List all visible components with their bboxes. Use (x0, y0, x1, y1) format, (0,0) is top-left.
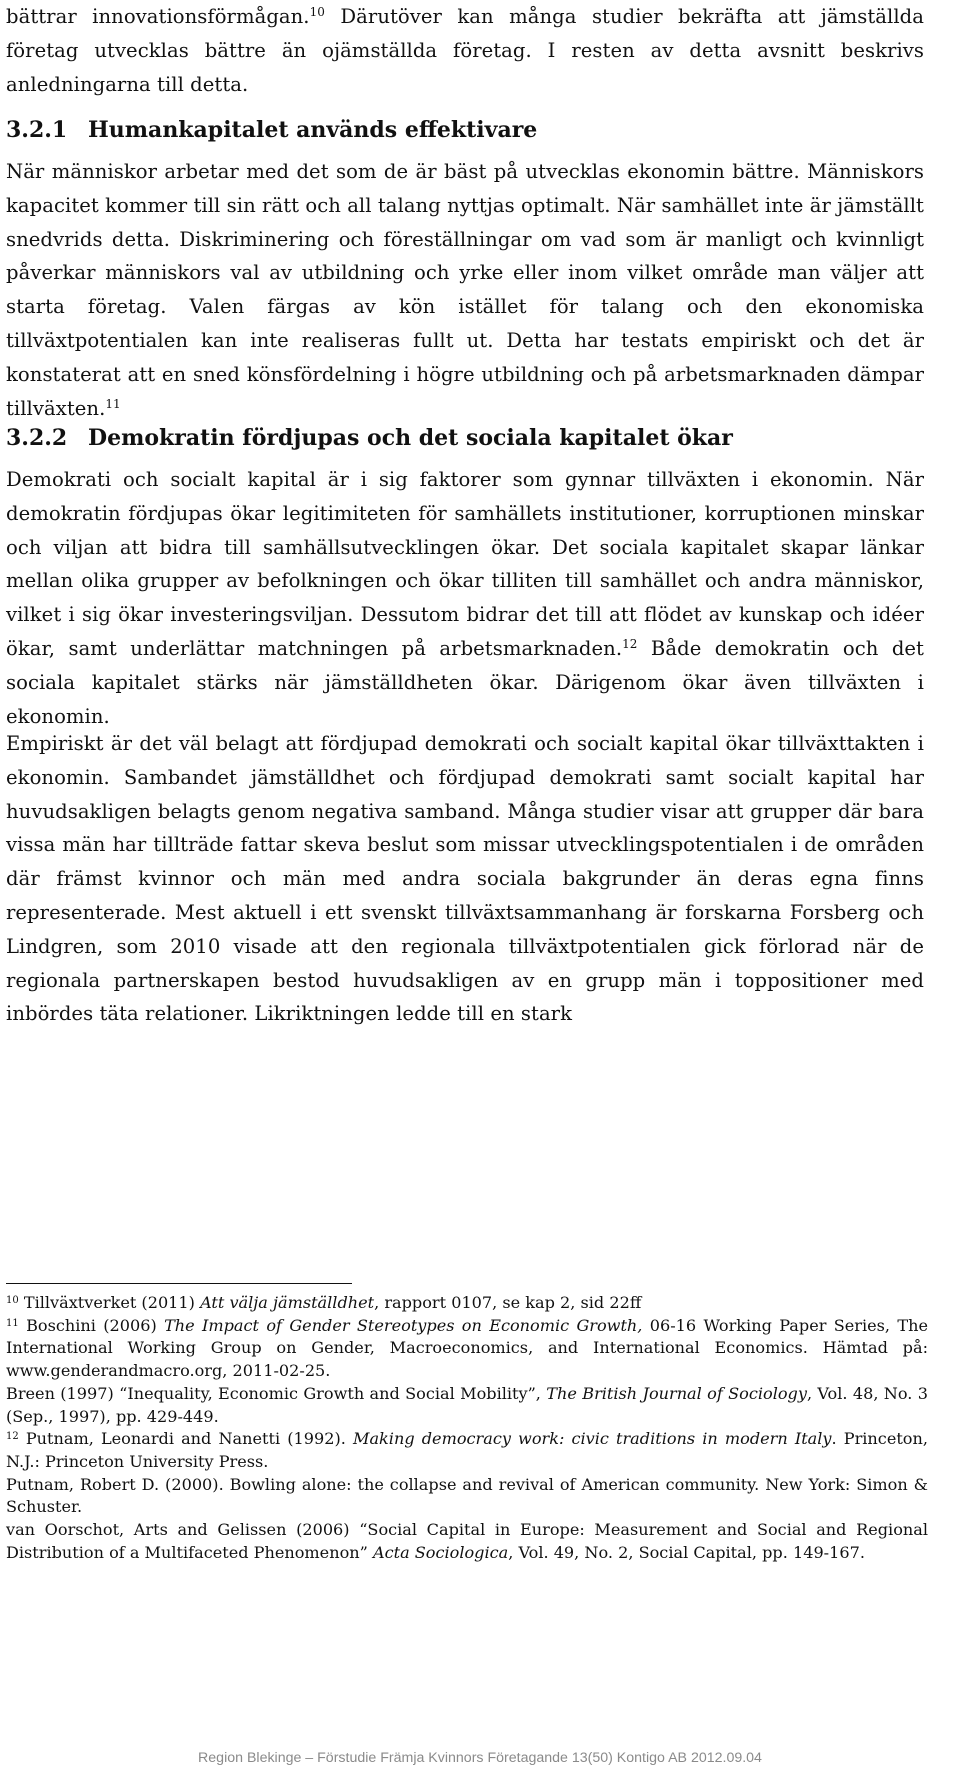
section-number: 3.2.1 (6, 117, 68, 143)
footnote-ref-10[interactable]: 10 (309, 5, 325, 19)
section-3-2-2-paragraph-2: Empiriskt är det väl belagt att fördjupad demokrati och socialt kapital ökar tillväxttakten i ekonomin. Sambandet jämställdhet och fördjupad demokrati samt socialt kapital har huvudsakligen belagts genom negativa samband. Många studier visar att grupper där bara vissa män har tillträde fattar skeva beslut som missar utvecklingspotentialen i de områden där främst kvinnor och män med andra sociala bakgrunder än deras egna finns representerade. Mest aktuell i ett svenskt tillväxtsammanhang är forskarna Forsberg och Lindgren, som 2010 visade att den regionala tillväxtpotentialen gick förlorad när de regionala partnerskapen bestod huvudsakligen av en grupp män i toppositioner med inbördes täta relationer. Likriktningen ledde till en stark (6, 732, 924, 1026)
page-footer: Region Blekinge – Förstudie Främja Kvinnors Företagande 13(50) Kontigo AB 2012.09.04 (198, 1750, 762, 1766)
footnote-ref-12[interactable]: 12 (622, 636, 638, 651)
section-3-2-1-paragraph: När människor arbetar med det som de är bäst på utvecklas ekonomin bättre. Människors kapacitet kommer till sin rätt och all talang nyttjas optimalt. När samhället inte är jämställt snedvrids detta. Diskriminering och föreställningar om vad som är manligt och kvinnligt påverkar människors val av utbildning och yrke eller inom vilket område man väljer att starta företag. Valen färgas av kön istället för talang och den ekonomiska tillväxtpotentialen kan inte realiseras fullt ut. Detta har testats empiriskt och det är konstaterat att en sned könsfördelning i högre utbildning och på arbetsmarknaden dämpar tillväxten.$^{11}$ (6, 160, 924, 420)
intro-paragraph: bättrar innovationsförmågan.$^{10}$ Därutöver kan många studier bekräfta att jämställda företag utvecklas bättre än ojämställda företag. I resten av detta avsnitt beskrivs anledningarna till detta. (6, 5, 924, 96)
footnote-11-breen: Breen (1997) “Inequality, Economic Growth and Social Mobility”, The British Journal of Sociology, Vol. 48, No. 3 (Sep., 1997), pp. 429-449. (6, 1383, 928, 1426)
section-heading-3-2-2 (6, 425, 733, 451)
footnote-12-van-oorschot: van Oorschot, Arts and Gelissen (2006) “Social Capital in Europe: Measurement and Social and Regional Distribution of a Multifaceted Phenomenon” Acta Sociologica, Vol. 49, No. 2, Social Capital, pp. 149-167. (6, 1520, 928, 1562)
section-number: 3.2.2 (6, 425, 68, 451)
section-heading-3-2-1 (6, 117, 537, 143)
footnotes (6, 1292, 928, 1564)
footnote-ref-11[interactable]: 11 (105, 396, 121, 411)
section-title: Humankapitalet används effektivare (88, 117, 538, 143)
section-3-2-2-paragraph-1: Demokrati och socialt kapital är i sig faktorer som gynnar tillväxten i ekonomin. När demokratin fördjupas ökar legitimiteten för samhällets institutioner, korruptionen minskar och viljan att bidra till samhällsutvecklingen ökar. Det sociala kapitalet skapar länkar mellan olika grupper av befolkningen och ökar tilliten till samhället och andra människor, vilket i sig ökar investeringsviljan. Dessutom bidrar det till att flödet av kunskap och idéer ökar, samt underlättar matchningen på arbetsmarknaden.$^{12}$ Både demokratin och det sociala kapitalet stärks när jämställdheten ökar. Därigenom ökar även tillväxten i ekonomin. (6, 468, 924, 728)
footnote-12-putnam-2000: Putnam, Robert D. (2000). Bowling alone: the collapse and revival of American community. New York: Simon & Schuster. (6, 1474, 928, 1517)
footnote-separator (6, 1283, 352, 1284)
section-title: Demokratin fördjupas och det sociala kapitalet ökar (88, 425, 733, 451)
footnote-12: $^{12}$ Putnam, Leonardi and Nanetti (1992). Making democracy work: civic traditions in modern Italy. Princeton, N.J.: Princeton University Press. (6, 1429, 928, 1471)
footnote-11: $^{11}$ Boschini (2006) The Impact of Gender Stereotypes on Economic Growth, 06-16 Working Paper Series, The International Working Group on Gender, Macroeconomics, and International Economics. Hämtad på: www.genderandmacro.org, 2011-02-25. (6, 1315, 928, 1381)
footnote-10: $^{10}$ Tillväxtverket (2011) Att välja jämställdhet, rapport 0107, se kap 2, sid 22ff (6, 1293, 642, 1312)
